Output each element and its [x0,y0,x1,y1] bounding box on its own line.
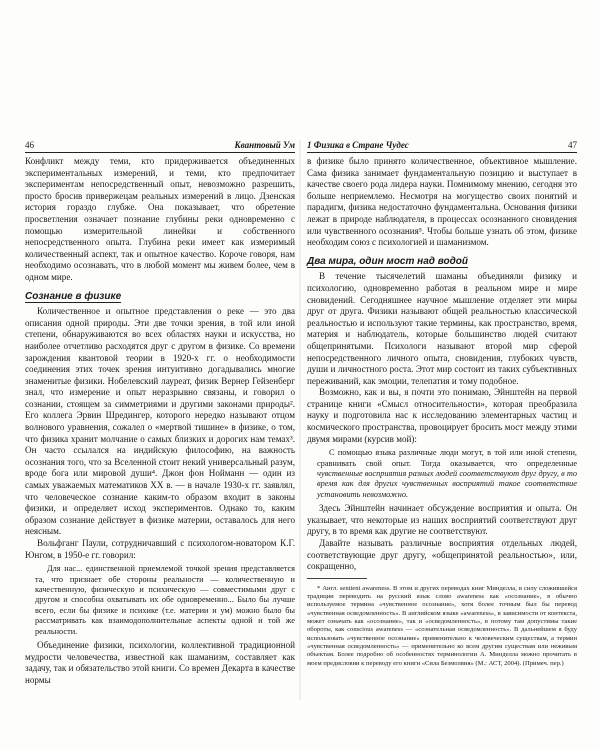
right-page-header [307,140,577,153]
right-quote-italic: чувственные восприятия разных людей соответствуют друг другу, в то время как для других чувственных восприятий такое соответствие установить невозможно. [317,469,577,499]
left-page-header [25,140,295,153]
left-block-quote [35,564,295,637]
right-quote-plain: С помощью языка различные люди могут, в той или иной степени, сравнивать свой опыт. Тогда оказывается, что определенные [317,448,577,468]
right-paragraph: В течение тысячелетий шаманы объединяли физику и психологию, одновременно работая в реальном мире и мире сновидений. Сегодняшнее научное мышление отделяет эти миры друг от друга. Физики называют общей реальностью классической реальностью и используют такие термины, как пространство, время, материя и наблюдатель, которые большинство людей считают общепринятыми. Психологи называют второй мир сферой непосредственного личного опыта, сновидения, глубоких чувств, души и личностного роста. Этот мир состоит из таких субъективных переживаний, как эмоции, телепатия и тому подобное. [307,271,577,386]
left-page-number: 46 [25,140,34,150]
right-page-body [307,156,577,668]
left-paragraph: Объединение физики, психологии, коллективной традиционной мудрости человечества, известной как шаманизм, составляет как задачу, так и обязательство этой книги. Со времен Декарта в качестве нормы [25,640,295,685]
right-paragraph: в физике было принято количественное, объективное мышление. Сама физика занимает фундаментальную позицию и выступает в качестве своего рода лидера науки. Помнимому мнению, сегодня это больше неприемлемо. Несмотря на могущество своих понятий и парадигм, физика недостаточно фундаментальна. Основания физики лежат в природе наблюдателя, в процессах осознанного сновидения или чувственного осознания⁵. Чтобы больше узнать об этом, физике необходим союз с психологией и шаманизмом. [307,156,577,248]
footnote-text: * Англ. sentient awareness. В этом и других переводах книг Минделла, в силу сложившейся традиции переводить на русский язык слово awareness как «осознание», в обычно используемое термина «чувственное осознание», хотя более точным был бы перевод «чувственная осведомленность». В английском языке «awareness», в зависимости от контекста, может означать как «осознание», так и «осведомленность», в потому там допустимы такие обороты, как conscious awareness — «сознательная осведомленность». В дальнейшем я буду использовать «чувственное осознание» применительно к человеческим существам, а термин «чувственная осведомленность» — применительно ко всем другим существам или неживым объектам. Более подробно об особенностях терминологии А. Минделла можно прочитать в моем предисловии к переводу его книги «Сила Безмолвия» (М.: АСТ, 2004). (Примеч. пер.) [307,584,577,667]
right-quote-text [317,448,577,500]
left-page-body [25,156,295,686]
right-page-number: 47 [568,140,577,150]
right-paragraph: Возможно, как и вы, я почти это понимаю, Эйнштейн на первой странице книги «Смысл относительности», которая преобразила науку и подготовила нас к исследованию элементарных частиц и космического пространства, провоцирует бросить мост между этими двумя мирами (курсив мой): [307,387,577,444]
right-paragraph: Здесь Эйнштейн начинает обсуждение восприятия и опыта. Он указывает, что некоторые из наших восприятий соответствуют друг другу, в то время как другие не соответствуют. [307,503,577,537]
left-section-title: Сознание в физике [25,290,122,302]
right-paragraph: Давайте называть различные восприятия отдельных людей, соответствующие друг другу, «общепринятой реальностью», или, сокращенно, [307,538,577,572]
right-block-quote [317,448,577,500]
left-quote-text: Для нас... единственной приемлемой точкой зрения представляется та, что признает обе стороны реальности — количественную и качественную, физическую и психическую — совместимыми друг с другом и способна охватывать их обе одновременно... Было бы лучше всего, если бы физике и психике (т.е. материи и ум) можно было бы рассматривать как взаимодополнительные аспекты одной и той же реальности. [35,564,295,636]
book-gutter [299,140,301,700]
right-section-title: Два мира, один мост над водой [307,255,469,267]
left-paragraph: Количественное и опытное представления о реке — это два описания одной природы. Эти две точки зрения, в той или иной степени, обнаруживаются во всех областях науки и искусства, но наиболее отчетливо расходятся друг с другом в физике. Со времени зарождения квантовой теории в 1920-х гг. о необходимости соединения этих точек зрения интуитивно догадывались многие знаменитые физики. Нобелевский лауреат, физик Вернер Гейзенберг знал, что измерение и опыт неразрывно связаны, и говорил о сознании, стоящем за симметриями и другими законами природы². Его коллега Эрвин Шредингер, которого нередко называют отцом волнового уравнения, сожалел о «мертвой тишине» в физике, о том, что физика хранит молчание о самых близких и дорогих нам темах³. Он часто ссылался на индийскую философию, на важность осознания того, что за Вселенной стоит некий универсальный разум, вроде бога или мировой души⁴. Джон фон Нойманн — один из самых уважаемых математиков XX в. — в начале 1930-х гг. заявлял, что человеческое сознание каким-то образом входит в законы физики, и определяет исход экспериментов. Однако то, каким образом сознание действует в физике материи, оставалось для него неясным. [25,306,295,537]
left-running-title: Квантовый Ум [234,140,295,150]
footnote-rule [307,578,367,579]
left-paragraph: Конфликт между теми, кто придерживается объединенных экспериментальных измерений, и теми, кто предпочитает экспериментам непосредственный опыт, невозможно разрешить, просто бросив привержецам реальных измерений в лицо. Дзенская история гораздо глубже. Она показывает, что обретение просветления означает познание глубины реки одновременно с помощью измерительной линейки и собственного непосредственного опыта. Глубина реки имеет как измеримый количественный аспект, так и опытное качество. Короче говоря, нам необходимо осознавать, что в любой момент мы живем более, чем в одном мире. [25,156,295,282]
footnote [307,585,577,668]
left-paragraph: Вольфганг Паули, сотрудничавший с психологом-новатором К.Г. Юнгом, в 1950-е гг. говорил: [25,538,295,560]
right-running-title: 1 Физика в Стране Чудес [307,140,409,150]
